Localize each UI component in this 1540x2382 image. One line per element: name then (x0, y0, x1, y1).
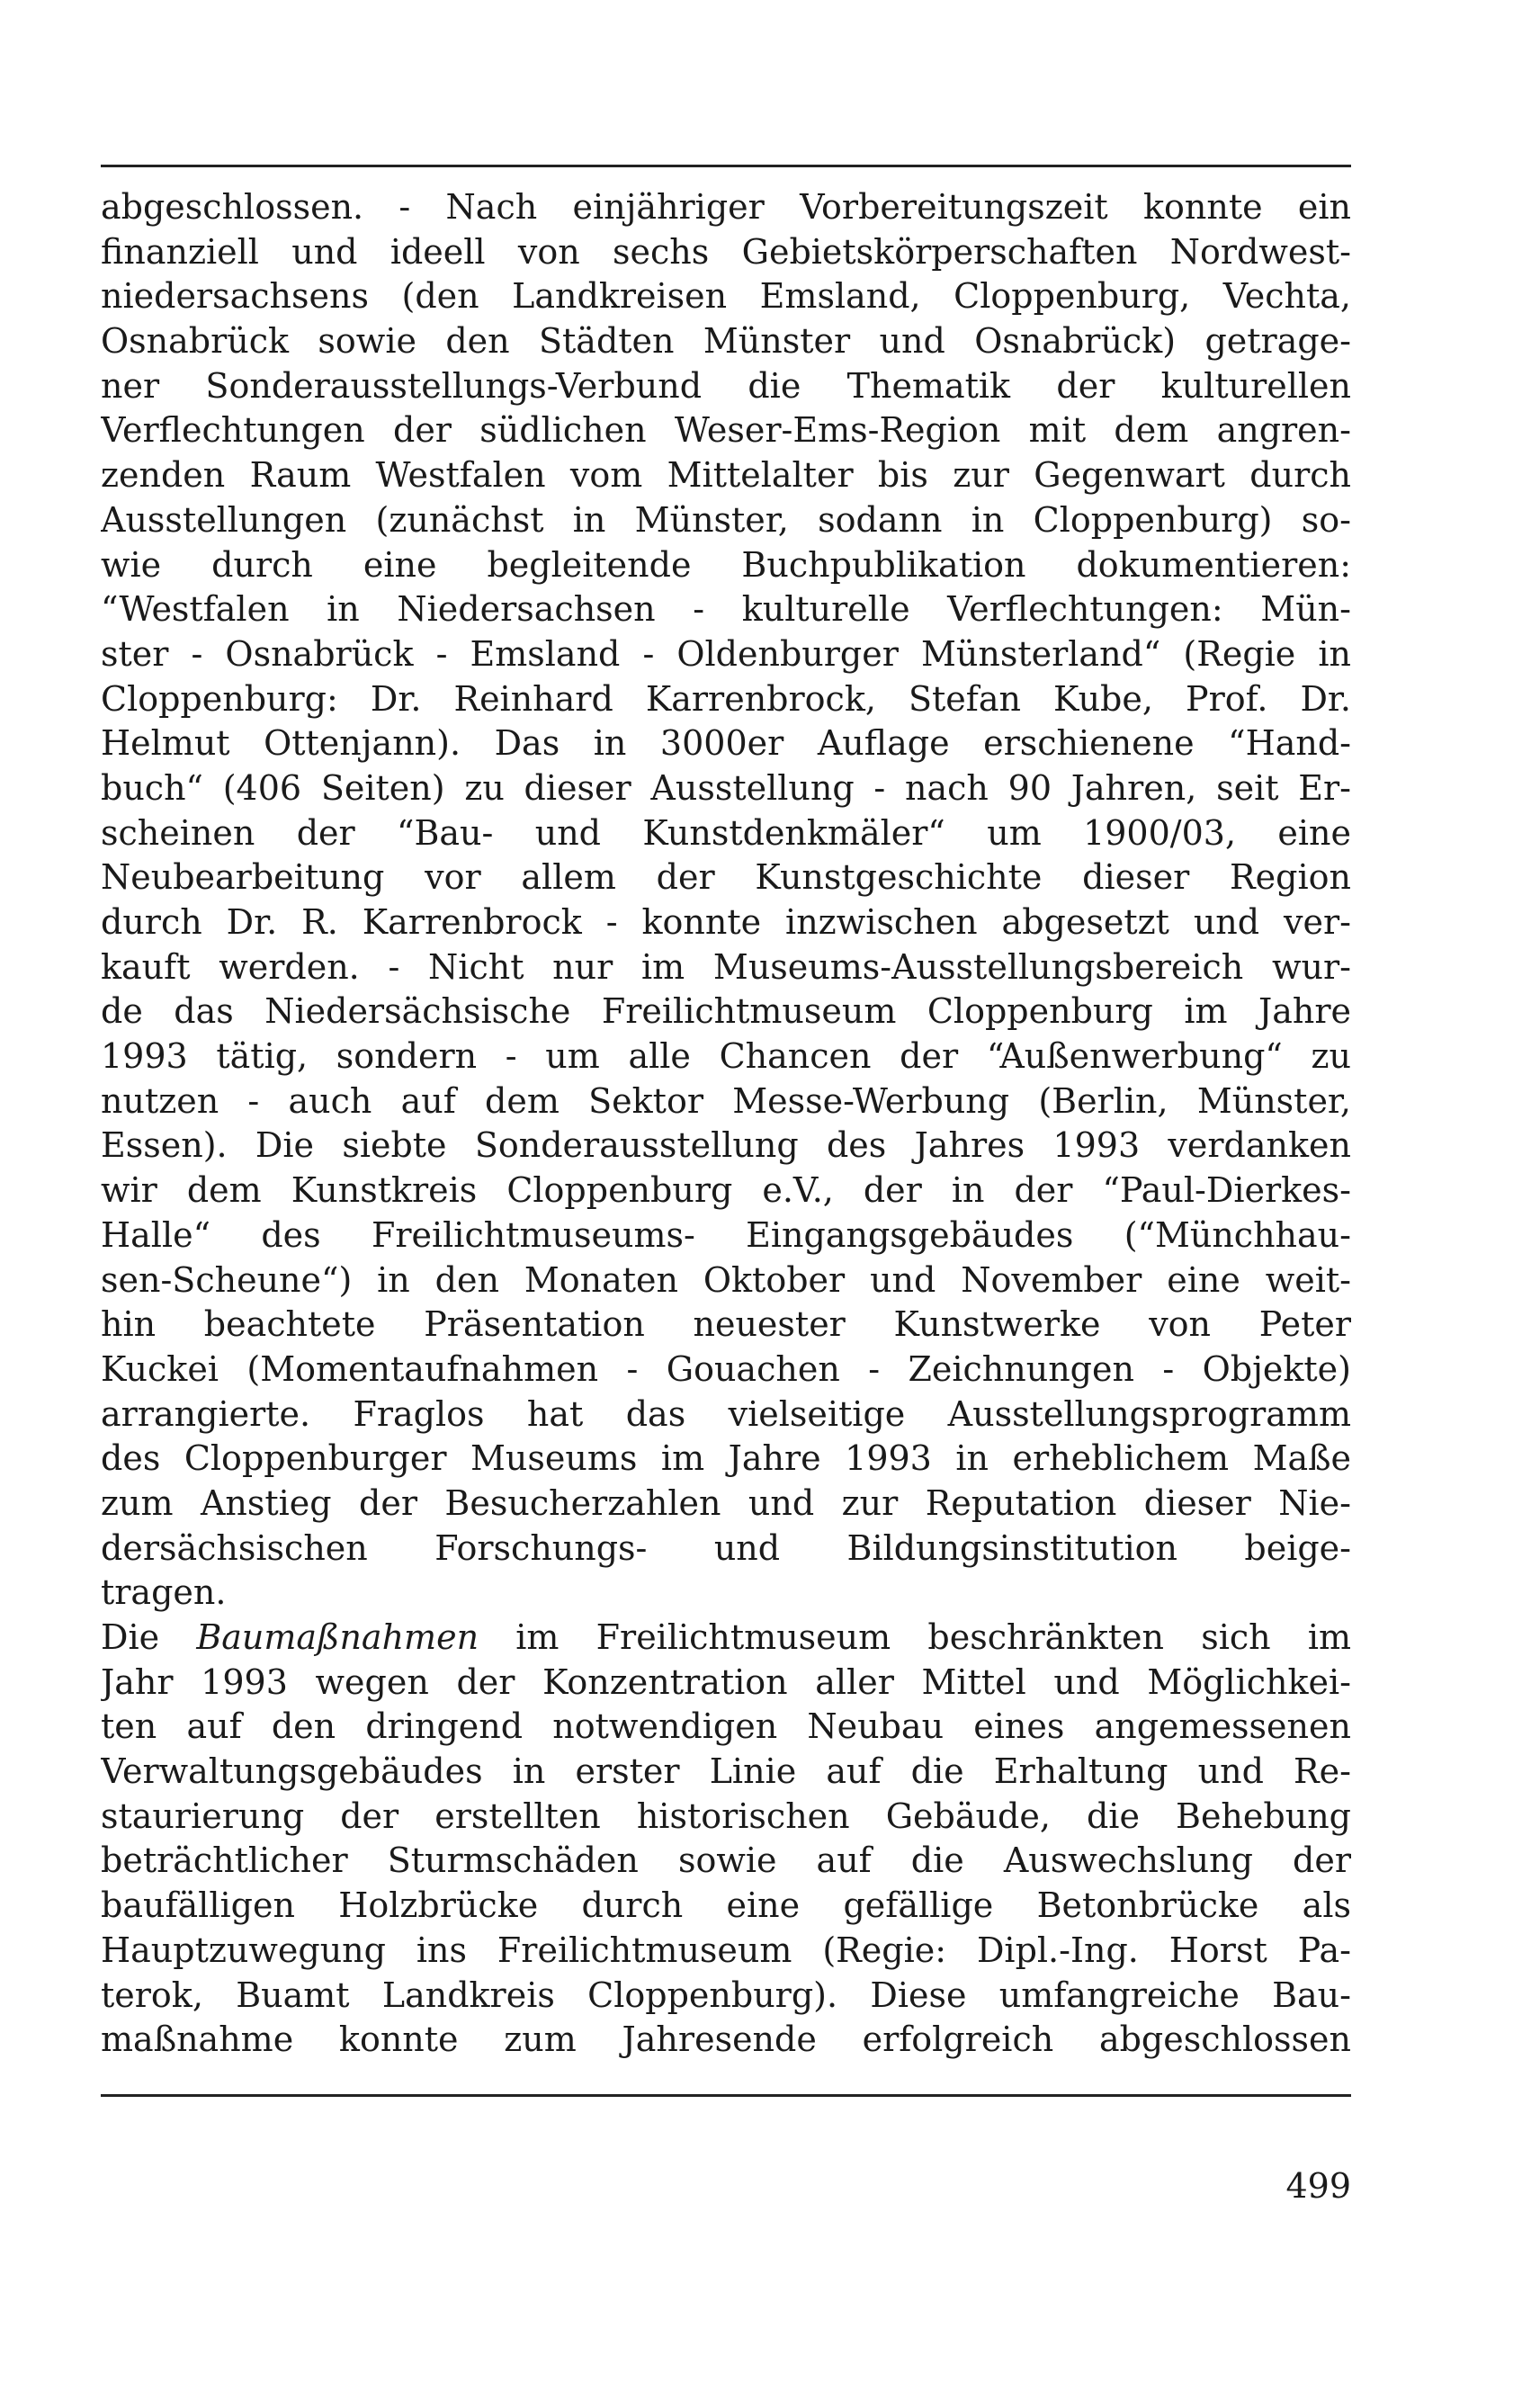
paragraph-2-lead-rest: im Freilichtmuseum beschränkten sich im (479, 1617, 1351, 1657)
text-line: Ausstellungen (zunächst in Münster, sodann in Cloppenburg) so- (101, 499, 1351, 540)
text-line: Cloppenburg: Dr. Reinhard Karrenbrock, Stefan Kube, Prof. Dr. (101, 678, 1351, 719)
text-line: wir dem Kunstkreis Cloppenburg e.V., der in der “Paul-Dierkes- (101, 1170, 1351, 1211)
text-line: staurierung der erstellten historischen Gebäude, die Behebung (101, 1795, 1351, 1836)
text-line: Kuckei (Momentaufnahmen - Gouachen - Zeichnungen - Objekte) (101, 1348, 1351, 1389)
text-line: zum Anstieg der Besucherzahlen und zur Reputation dieser Nie- (101, 1482, 1351, 1523)
bottom-rule (101, 2094, 1351, 2097)
text-line: de das Niedersächsische Freilichtmuseum Cloppenburg im Jahre (101, 991, 1351, 1032)
text-line: ten auf den dringend notwendigen Neubau eines angemessenen (101, 1706, 1351, 1747)
text-line: Helmut Ottenjann). Das in 3000er Auflage erschienene “Hand- (101, 723, 1351, 764)
text-line: zenden Raum Westfalen vom Mittelalter bis zur Gegenwart durch (101, 455, 1351, 496)
text-line: nutzen - auch auf dem Sektor Messe-Werbung (Berlin, Münster, (101, 1080, 1351, 1121)
text-line: durch Dr. R. Karrenbrock - konnte inzwischen abgesetzt und ver- (101, 902, 1351, 942)
text-line: tragen. (101, 1572, 227, 1613)
text-line: Essen). Die siebte Sonderausstellung des Jahres 1993 verdanken (101, 1125, 1351, 1166)
page-number: 499 (1285, 2166, 1351, 2206)
text-line: kauft werden. - Nicht nur im Museums-Ausstellungsbereich wur- (101, 946, 1351, 987)
emphasis-baumassnahmen: Baumaßnahmen (196, 1617, 479, 1657)
text-line: wie durch eine begleitende Buchpublikation dokumentieren: (101, 544, 1351, 585)
paragraph-2-first-line (101, 1616, 1351, 1661)
text-line: buch“ (406 Seiten) zu dieser Ausstellung - nach 90 Jahren, seit Er- (101, 767, 1351, 808)
text-line: finanziell und ideell von sechs Gebietskörperschaften Nordwest- (101, 231, 1351, 272)
paragraph-2-lead: Die (101, 1617, 197, 1657)
top-rule (101, 165, 1351, 167)
text-line: terok, Buamt Landkreis Cloppenburg). Diese umfangreiche Bau- (101, 1975, 1351, 2015)
text-line: arrangierte. Fraglos hat das vielseitige Ausstellungsprogramm (101, 1393, 1351, 1434)
text-line: abgeschlossen. - Nach einjähriger Vorbereitungszeit konnte ein (101, 187, 1351, 227)
text-line: niedersachsens (den Landkreisen Emsland, Cloppenburg, Vechta, (101, 276, 1351, 317)
text-line: beträchtlicher Sturmschäden sowie auf die Auswechslung der (101, 1840, 1351, 1881)
text-line: scheinen der “Bau- und Kunstdenkmäler“ um 1900/03, eine (101, 812, 1351, 853)
text-line: “Westfalen in Niedersachsen - kulturelle Verflechtungen: Mün- (101, 589, 1351, 630)
text-line: Verflechtungen der südlichen Weser-Ems-Region mit dem angren- (101, 410, 1351, 451)
text-line: Verwaltungsgebäudes in erster Linie auf die Erhaltung und Re- (101, 1751, 1351, 1792)
text-line: dersächsischen Forschungs- und Bildungsinstitution beige- (101, 1527, 1351, 1568)
body-text (101, 185, 1351, 2063)
text-line: ner Sonderausstellungs-Verbund die Thematik der kulturellen (101, 365, 1351, 406)
text-line: des Cloppenburger Museums im Jahre 1993 in erheblichem Maße (101, 1438, 1351, 1479)
text-line: Neubearbeitung vor allem der Kunstgeschichte dieser Region (101, 857, 1351, 898)
text-line: Halle“ des Freilichtmuseums- Eingangsgebäudes (“Münchhau- (101, 1214, 1351, 1255)
text-line: ster - Osnabrück - Emsland - Oldenburger Münsterland“ (Regie in (101, 633, 1351, 674)
text-line: baufälligen Holzbrücke durch eine gefällige Betonbrücke als (101, 1885, 1351, 1926)
text-line: hin beachtete Präsentation neuester Kunstwerke von Peter (101, 1304, 1351, 1345)
text-line: Osnabrück sowie den Städten Münster und Osnabrück) getrage- (101, 321, 1351, 362)
text-line: Jahr 1993 wegen der Konzentration aller Mittel und Möglichkei- (101, 1661, 1351, 1702)
text-line: 1993 tätig, sondern - um alle Chancen der “Außenwerbung“ zu (101, 1036, 1351, 1077)
text-line: sen-Scheune“) in den Monaten Oktober und November eine weit- (101, 1259, 1351, 1300)
text-line: maßnahme konnte zum Jahresende erfolgreich abgeschlossen (101, 2019, 1351, 2060)
text-line: Hauptzuwegung ins Freilichtmuseum (Regie: Dipl.-Ing. Horst Pa- (101, 1930, 1351, 1970)
